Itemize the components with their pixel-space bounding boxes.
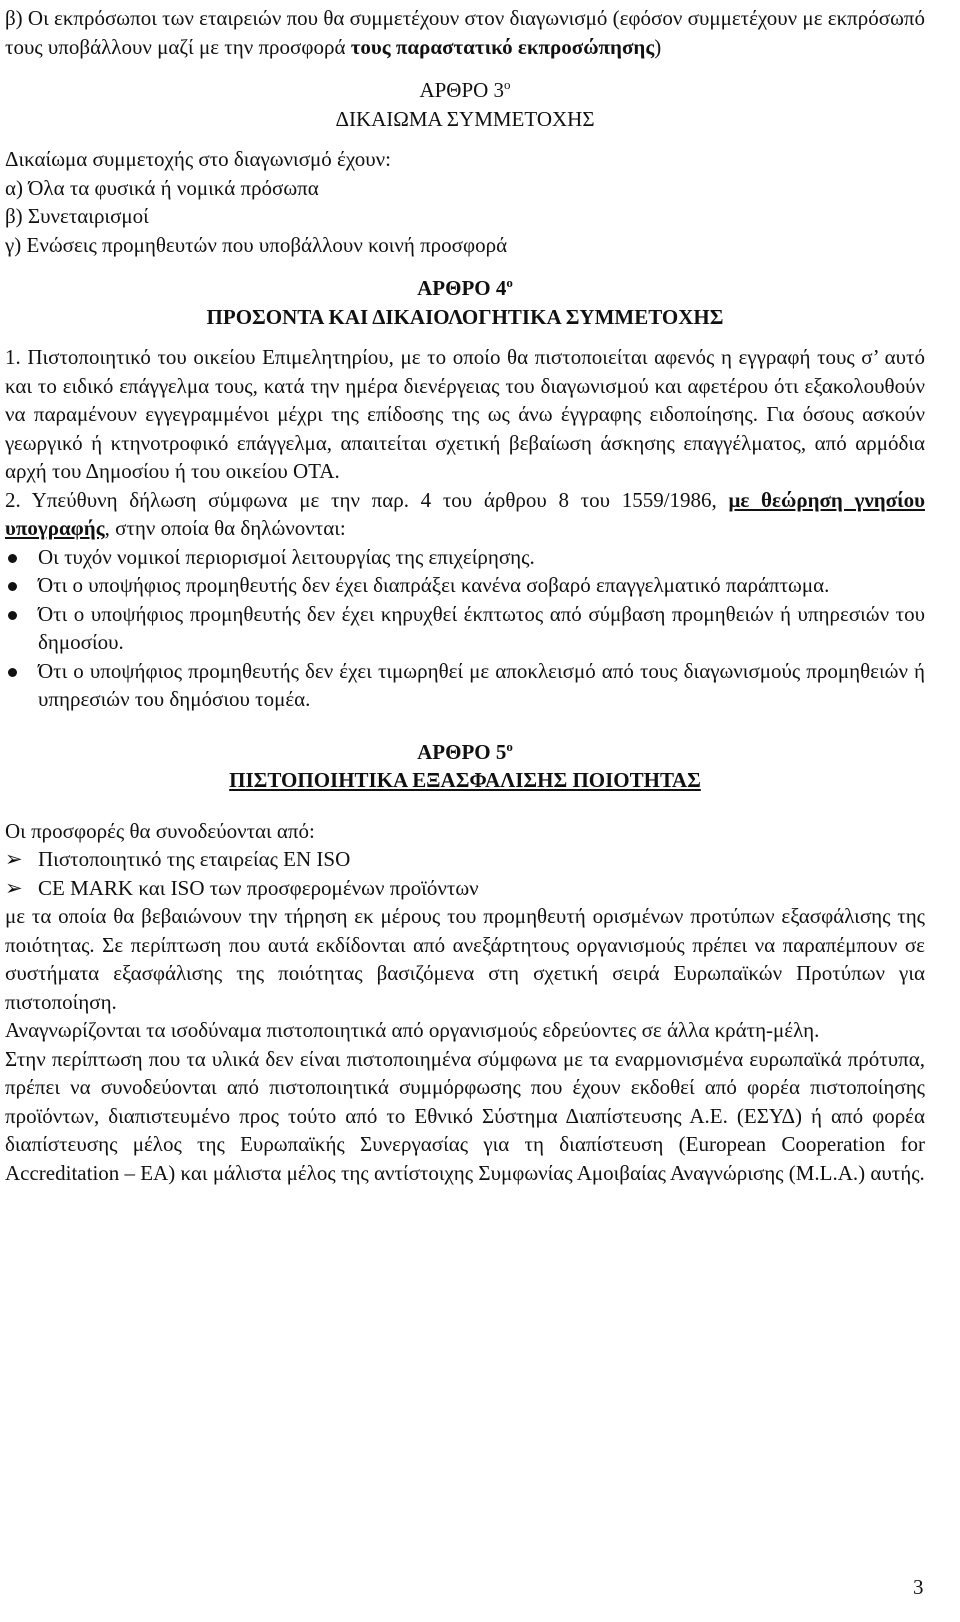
page-number: 3 — [913, 1575, 924, 1599]
intro-suffix: ) — [654, 34, 662, 59]
article-5-paragraph: Αναγνωρίζονται τα ισοδύναμα πιστοποιητικά από οργανισμούς εδρεύοντες σε άλλα κράτη-μέλη. — [5, 1018, 820, 1042]
article-4-item-2: 2. Υπεύθυνη δήλωση σύμφωνα με την παρ. 4 του άρθρου 8 του 1559/1986, με θεώρηση γνησίου υπογραφής, στην οποία θα δηλώνονται: — [5, 487, 926, 540]
article-4-subtitle: ΠΡΟΣΟΝΤΑ ΚΑΙ ΔΙΚΑΙΟΛΟΓΗΤΙΚΑ ΣΥΜΜΕΤΟΧΗΣ — [206, 304, 724, 329]
article-3-line: α) Όλα τα φυσικά ή νομικά πρόσωπα — [5, 175, 319, 200]
article-3-line: Δικαίωμα συμμετοχής στο διαγωνισμό έχουν: — [5, 147, 391, 171]
article-3-line: γ) Ενώσεις προμηθευτών που υποβάλλουν κοινή προσφορά — [5, 232, 508, 257]
intro-bold-text: τους παραστατικό εκπροσώπησης — [350, 34, 655, 59]
article-3-subtitle: ΔΙΚΑΙΩΜΑ ΣΥΜΜΕΤΟΧΗΣ — [335, 106, 595, 131]
list-item: ➢ Πιστοποιητικό της εταιρείας EN ISO — [5, 845, 925, 874]
bullet-icon — [8, 668, 17, 677]
list-item: Ότι ο υποψήφιος προμηθευτής δεν έχει τιμωρηθεί με αποκλεισμό από τους διαγωνισμούς προμηθειών ή υπηρεσιών του δημόσιου τομέα. — [5, 657, 925, 714]
list-item: Ότι ο υποψήφιος προμηθευτής δεν έχει κηρυχθεί έκπτωτος από σύμβαση προμηθειών ή υπηρεσιών του δημοσίου. — [5, 600, 925, 657]
article-5-heading: ΑΡΘΡΟ $5^o$ — [417, 738, 513, 764]
intro-text: β) Οι εκπρόσωποι των εταιρειών που θα συμμετέχουν στον διαγωνισμό (εφόσον συμμετέχουν με εκπρόσωπό τους υποβάλλουν μαζί με την προσφορά — [5, 6, 925, 59]
arrow-bullet-icon: ➢ — [5, 847, 23, 871]
declaration-list — [5, 543, 925, 714]
article-3-line: β) Συνεταιρισμοί — [5, 204, 149, 228]
article-4-item-1: 1. Πιστοποιητικό του οικείου Επιμελητηρίου, με το οποίο θα πιστοποιείται αφενός η εγγραφή τους σ’ αυτό και το ειδικό επάγγελμα τους, κατά την ημέρα διενέργειας του διαγωνισμού και αφετέρου ότι εξακολουθούν να παραμένουν εγγεγραμμένοι μέχρι της επίδοσης της ως άνω έγγραφης ειδοποίησης. Για όσους ασκούν γεωργικό ή κτηνοτροφικό επάγγελμα, απαιτείται σχετική βεβαίωση άσκησης επαγγέλματος, από αρμόδια αρχή του Δημοσίου ή του οικείου ΟΤΑ. — [5, 345, 925, 483]
signature-requirement: με θεώρηση γνησίου υπογραφής — [5, 487, 926, 540]
list-item: Οι τυχόν νομικοί περιορισμοί λειτουργίας της επιχείρησης. — [5, 543, 925, 572]
list-item: ➢ CE MARK και ISO των προσφερομένων προϊόντων — [5, 874, 925, 903]
document-body — [5, 4, 925, 1187]
bullet-icon — [8, 611, 17, 620]
article-3-heading: ΑΡΘΡΟ $3^o$ — [419, 77, 511, 102]
list-item: Ότι ο υποψήφιος προμηθευτής δεν έχει διαπράξει κανένα σοβαρό επαγγελματικό παράπτωμα. — [5, 571, 925, 600]
article-4-heading: ΑΡΘΡΟ $4^o$ — [417, 275, 513, 300]
bullet-icon — [8, 582, 17, 591]
article-5-paragraph: Στην περίπτωση που τα υλικά δεν είναι πιστοποιημένα σύμφωνα με τα εναρμονισμένα ευρωπαϊκά πρότυπα, πρέπει να συνοδεύονται από πιστοποιητικά συμμόρφωσης που έχουν εκδοθεί από φορέα πιστοποίησης προϊόντων, διαπιστευμένο προς τούτο από το Εθνικό Σύστημα Διαπίστευσης Α.Ε. (ΕΣΥΔ) ή από φορέα διαπίστευσης μέλος της Ευρωπαϊκής Συνεργασίας για τη διαπίστευση (European Cooperation for Accreditation – EA) και μάλιστα μέλος της αντίστοιχης Συμφωνίας Αμοιβαίας Αναγνώρισης (M.L.A.) αυτής. — [5, 1046, 925, 1185]
certificate-list — [5, 845, 925, 902]
bullet-icon — [8, 554, 17, 563]
article-5-subtitle: ΠΙΣΤΟΠΟΙΗΤΙΚΑ ΕΞΑΣΦΑΛΙΣΗΣ ΠΟΙΟΤΗΤΑΣ — [229, 768, 701, 792]
intro-paragraph — [5, 4, 925, 61]
arrow-bullet-icon: ➢ — [5, 875, 23, 900]
article-5-paragraph: με τα οποία θα βεβαιώνουν την τήρηση εκ μέρους του προμηθευτή ορισμένων προτύπων εξασφάλισης της ποιότητας. Σε περίπτωση που αυτά εκδίδονται από ανεξάρτητους οργανισμούς πρέπει να παραπέμπουν σε συστήματα εξασφάλισης της ποιότητας βασιζόμενα στη σχετική σειρά Ευρωπαϊκών Προτύπων για πιστοποίηση. — [5, 904, 925, 1014]
article-5-lead: Οι προσφορές θα συνοδεύονται από: — [5, 818, 315, 843]
